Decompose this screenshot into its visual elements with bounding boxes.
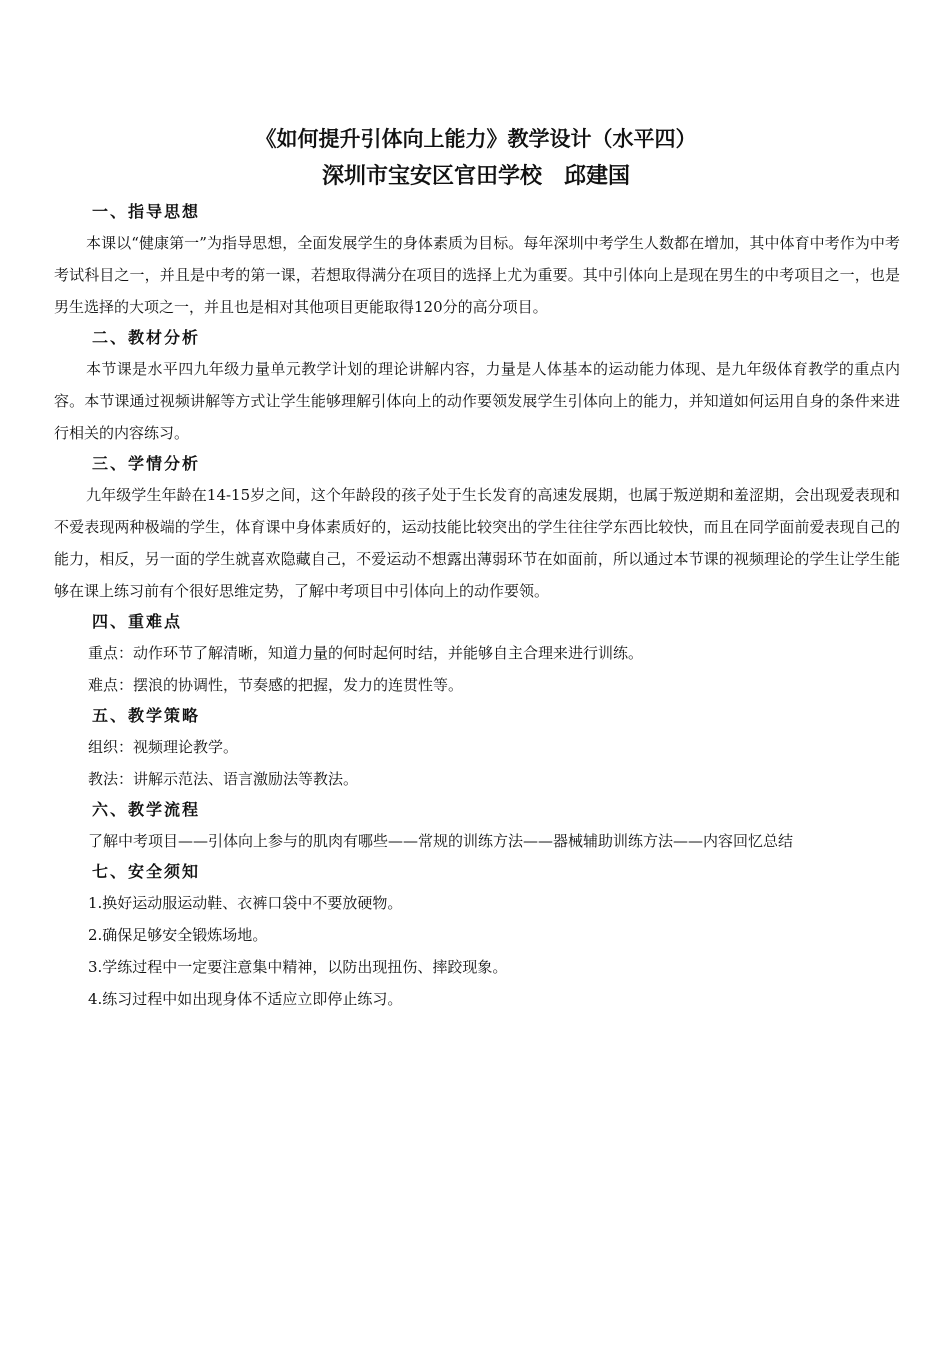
section-heading-teaching-strategy: 五、教学策略: [92, 706, 201, 725]
safety-item: 2.确保足够安全锻炼场地。: [88, 926, 268, 944]
safety-item: 3.学练过程中一定要注意集中精神，以防出现扭伤、摔跤现象。: [88, 958, 508, 976]
document-body: [54, 197, 900, 1015]
section-line: 重点：动作环节了解清晰，知道力量的何时起何时结，并能够自主合理来进行训练。: [88, 644, 644, 662]
section-paragraph: 九年级学生年龄在14-15岁之间，这个年龄段的孩子处于生长发育的高速发展期，也属于叛逆期和羞涩期，会出现爱表现和不爱表现两种极端的学生，体育课中身体素质好的，运动技能比较突出的学生往往学东西比较快，而且在同学面前爱表现自己的能力，相反，另一面的学生就喜欢隐藏自己，不爱运动不想露出薄弱环节在如面前，所以通过本节课的视频理论的学生让学生能够在课上练习前有个很好思维定势，了解中考项目中引体向上的动作要领。: [54, 486, 900, 600]
section-line: 教法：讲解示范法、语言激励法等教法。: [88, 770, 359, 788]
safety-item: 1.换好运动服运动鞋、衣裤口袋中不要放硬物。: [88, 894, 403, 912]
section-line: 了解中考项目——引体向上参与的肌肉有哪些——常规的训练方法——器械辅助训练方法——内容回忆总结: [88, 832, 794, 850]
section-heading-guiding-ideology: 一、指导思想: [92, 202, 201, 221]
document-subtitle: 深圳市宝安区官田学校 邱建国: [321, 164, 630, 189]
document-title: 《如何提升引体向上能力》教学设计（水平四）: [255, 127, 697, 151]
section-heading-material-analysis: 二、教材分析: [92, 328, 201, 347]
section-line: 组织：视频理论教学。: [88, 738, 239, 756]
section-paragraph: 本课以“健康第一”为指导思想，全面发展学生的身体素质为目标。每年深圳中考学生人数都在增加，其中体育中考作为中考考试科目之一，并且是中考的第一课，若想取得满分在项目的选择上尤为重要。其中引体向上是现在男生的中考项目之一，也是男生选择的大项之一，并且也是相对其他项目更能取得120分的高分项目。: [54, 234, 900, 316]
section-line: 难点：摆浪的协调性，节奏感的把握，发力的连贯性等。: [88, 676, 464, 694]
section-paragraph: 本节课是水平四九年级力量单元教学计划的理论讲解内容，力量是人体基本的运动能力体现、是九年级体育教学的重点内容。本节课通过视频讲解等方式让学生能够理解引体向上的动作要领发展学生引体向上的能力，并知道如何运用自身的条件来进行相关的内容练习。: [54, 360, 900, 442]
section-heading-teaching-process: 六、教学流程: [92, 800, 201, 819]
section-heading-key-points: 四、重难点: [92, 612, 183, 631]
section-heading-student-analysis: 三、学情分析: [92, 454, 201, 473]
section-heading-safety: 七、安全须知: [92, 862, 201, 881]
safety-item: 4.练习过程中如出现身体不适应立即停止练习。: [88, 990, 403, 1008]
